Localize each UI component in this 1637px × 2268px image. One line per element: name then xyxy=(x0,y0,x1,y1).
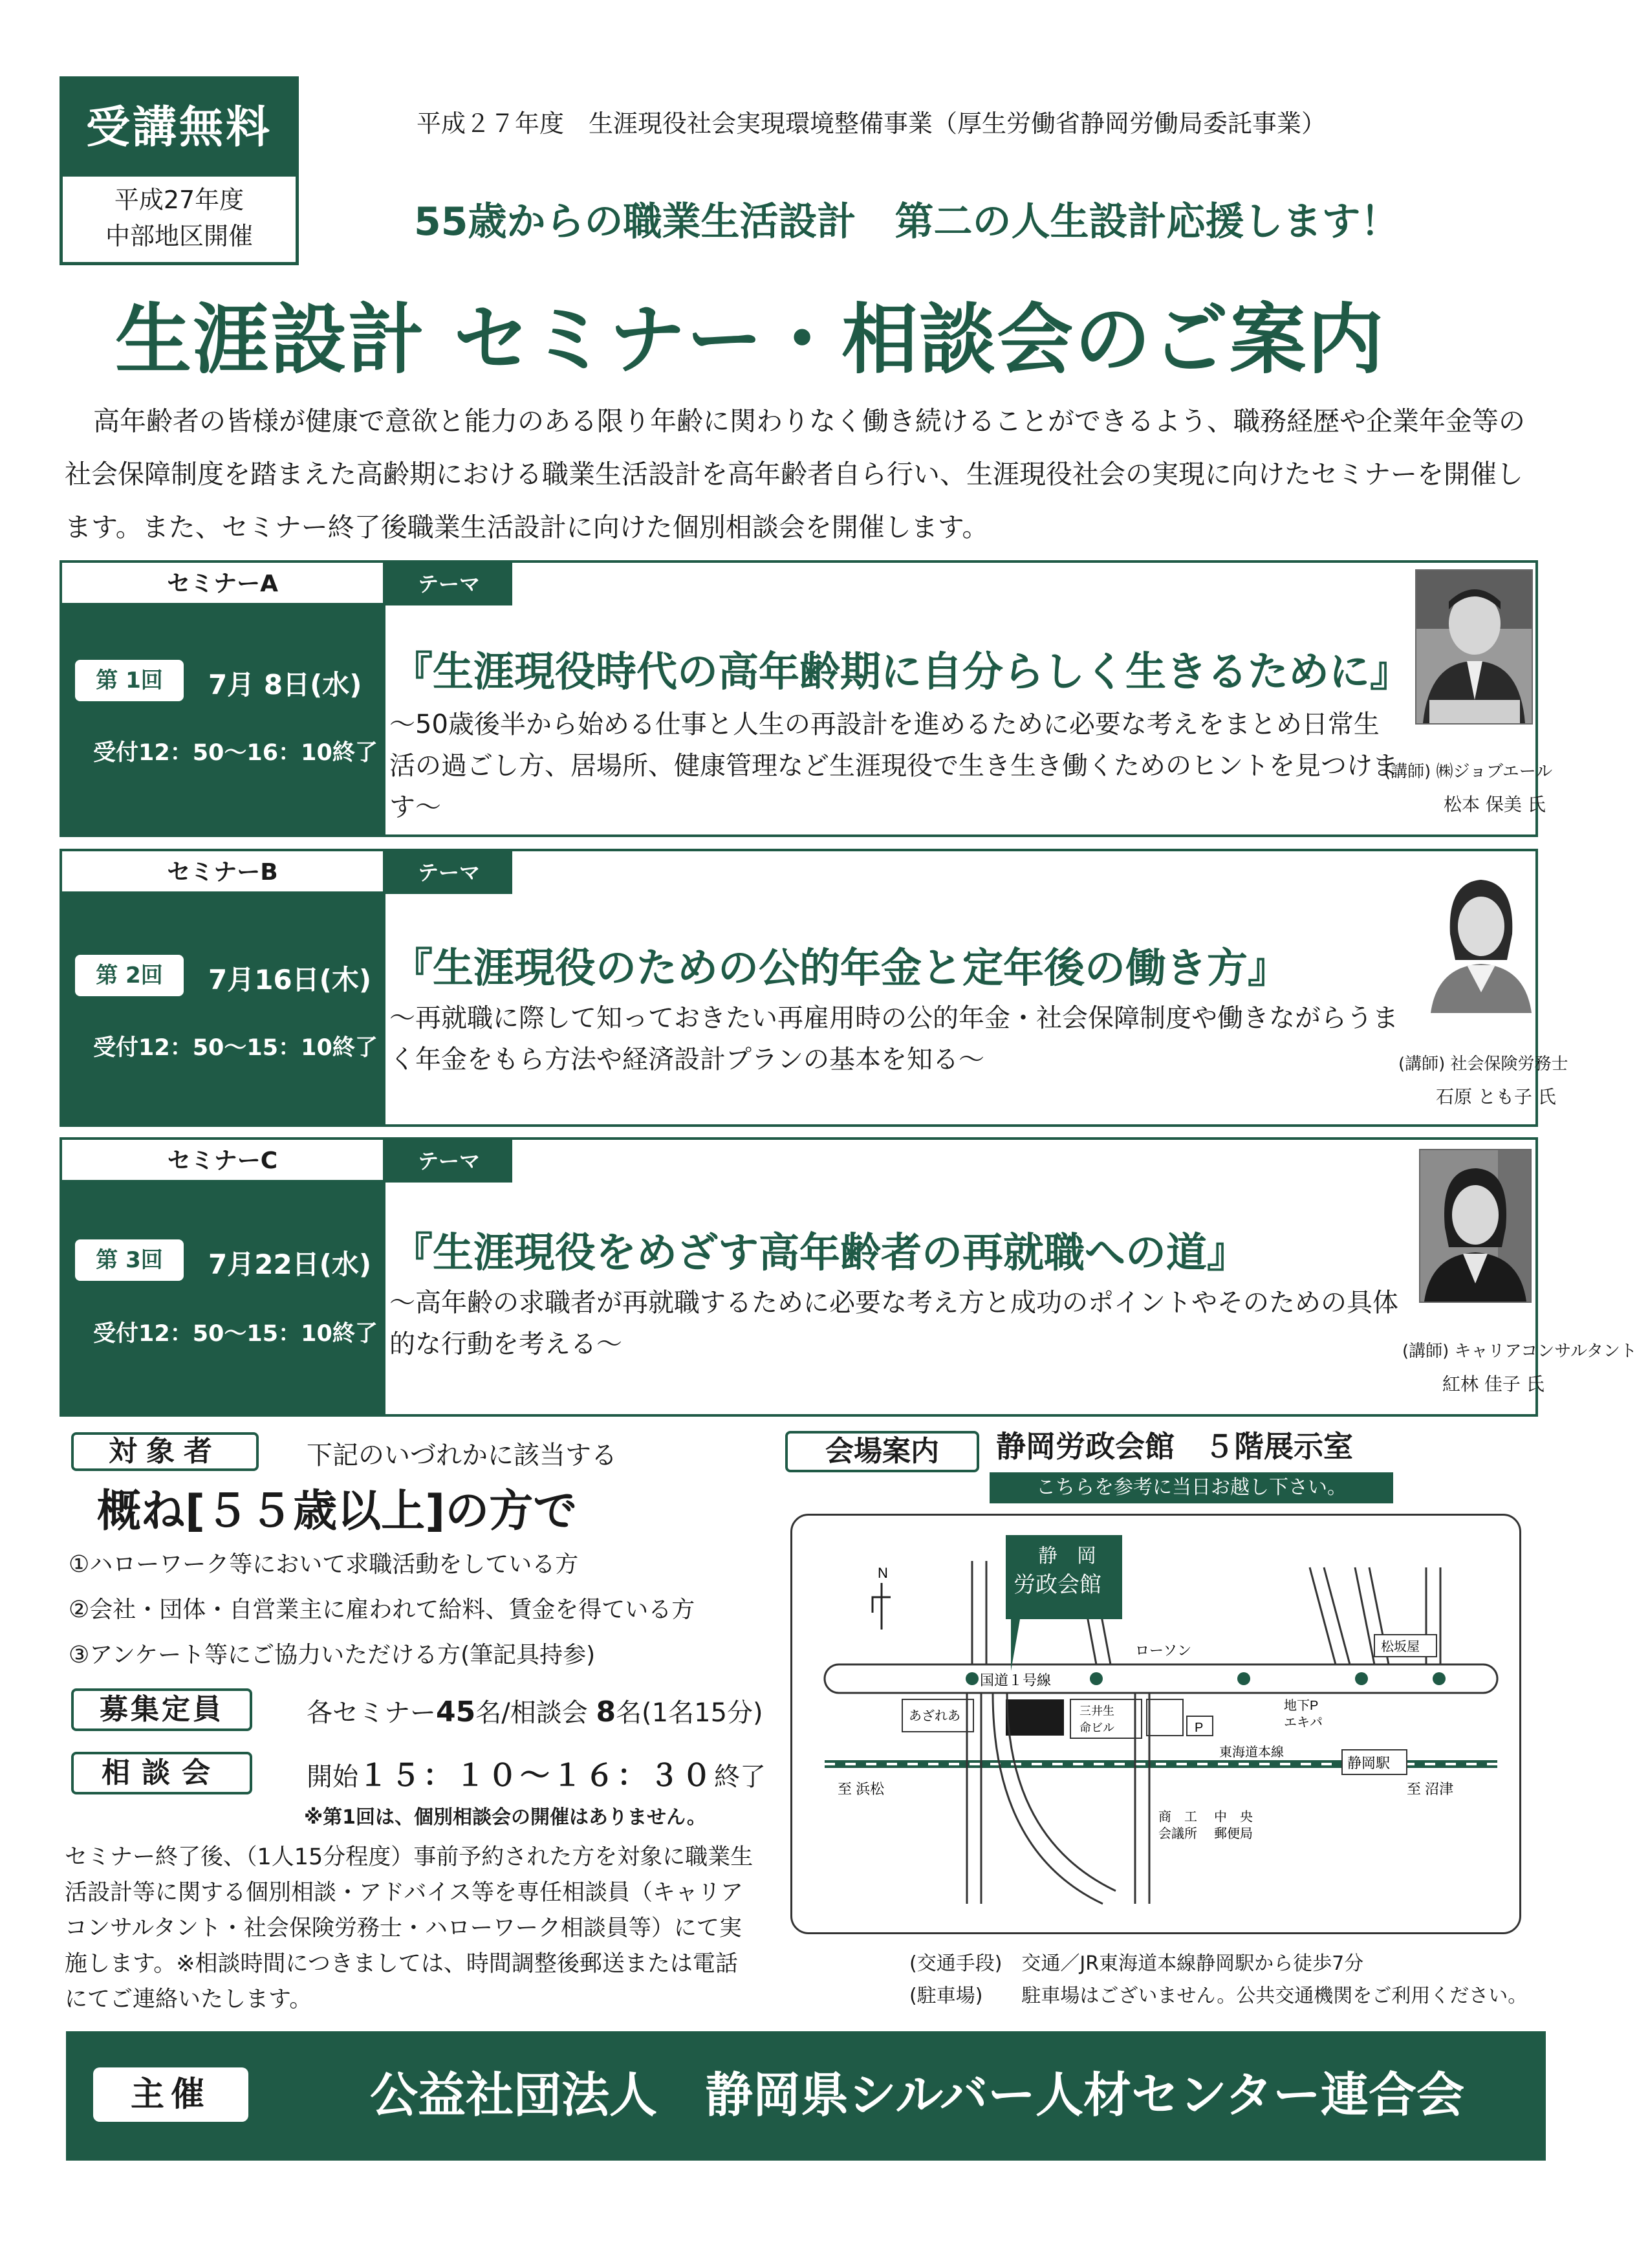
access-text: 交通／JR東海道本線静岡駅から徒歩7分 xyxy=(1021,1952,1364,1975)
seminar-title: 『生涯現役のための公的年金と定年後の働き方』 xyxy=(392,944,1288,992)
consult-time-range: １５：１０〜１６：３０ xyxy=(358,1758,714,1793)
free-badge xyxy=(60,76,299,265)
parking-label: P xyxy=(1195,1721,1204,1735)
chuo-label-1: 中 央 xyxy=(1214,1810,1253,1824)
lecturer-role: (講師) ㈱ジョブエール xyxy=(1384,762,1553,781)
underground-label-1: 地下P xyxy=(1284,1699,1319,1713)
mini-building xyxy=(1147,1699,1183,1736)
shoko-label-2: 会議所 xyxy=(1158,1827,1197,1841)
seminar-schedule xyxy=(62,605,385,834)
venue-note: こちらを参考に当日お越し下さい。 xyxy=(990,1472,1393,1503)
venue-name: 静岡労政会館 ５階展示室 xyxy=(996,1429,1353,1464)
parking-info xyxy=(909,1979,1527,2008)
session-badge: 第 1回 xyxy=(75,660,184,701)
seminar-c xyxy=(60,1137,1637,1417)
target-headline xyxy=(97,1476,577,1539)
reception-time: 受付12：50〜16：10終了 xyxy=(93,740,378,766)
consult-time-pre: 開始 xyxy=(307,1762,358,1792)
session-badge: 第 3回 xyxy=(75,1239,184,1281)
route1-label: 国道１号線 xyxy=(980,1672,1052,1688)
capacity-text-mid: 名/相談会 xyxy=(475,1698,596,1728)
lecturer-photo xyxy=(1415,569,1533,725)
tagline: 55歳からの職業生活設計 第二の人生設計応援します！ xyxy=(414,199,1400,245)
project-line: 平成２７年度 生涯現役社会実現環境整備事業（厚生労働省静岡労働局委託事業） xyxy=(417,109,1327,138)
consult-time xyxy=(307,1752,766,1794)
building-name-2: 労政会館 xyxy=(1014,1573,1101,1597)
lecturer-photo xyxy=(1419,1149,1532,1303)
lecturer-name: 紅林 佳子 氏 xyxy=(1442,1373,1545,1395)
reception-time: 受付12：50〜15：10終了 xyxy=(93,1035,378,1061)
capacity-text xyxy=(307,1692,763,1729)
access-info xyxy=(909,1947,1363,1976)
capacity-text-post: 名(1名15分) xyxy=(616,1698,763,1728)
mitsui-label-1: 三井生 xyxy=(1079,1705,1114,1717)
underground-label-2: エキパ xyxy=(1284,1716,1323,1730)
parking-text: 駐車場はございません。公共交通機関をご利用ください。 xyxy=(1021,1985,1528,2007)
target-note: 下記のいづれかに該当する xyxy=(307,1441,617,1470)
capacity-text-pre: 各セミナー xyxy=(307,1698,436,1728)
building-name-1: 静 岡 xyxy=(1038,1545,1096,1567)
lecturer-name: 石原 とも子 氏 xyxy=(1436,1086,1556,1107)
theme-label: テーマ xyxy=(385,1140,512,1183)
capacity-label: 募集定員 xyxy=(71,1688,252,1731)
badge-region: 中部地区開催 xyxy=(105,222,253,250)
seminar-schedule xyxy=(62,894,385,1124)
lecturer-photo xyxy=(1428,863,1534,1013)
reception-time: 受付12：50〜15：10終了 xyxy=(93,1321,378,1347)
seminar-description: 〜50歳後半から始める仕事と人生の再設計を進めるために必要な考えをまとめ日常生活の過ごし方、居場所、健康管理など生涯現役で生き生き働くためのヒントを見つけます〜 xyxy=(389,710,1398,822)
to-numazu: 至 沼津 xyxy=(1407,1781,1454,1797)
azaleas-label: あざれあ xyxy=(909,1709,960,1723)
badge-title: 受講無料 xyxy=(63,80,296,177)
target-age: ５５歳以上 xyxy=(205,1486,426,1537)
consult-description: セミナー終了後、（1人15分程度）事前予約された方を対象に職業生活設計等に関する個別相談・アドバイス等を専任相談員（キャリアコンサルタント・社会保険労務士・ハローワーク相談員等）にて実施します。※相談時間につきましては、時間調整後郵送または電話にてご連絡いたします。 xyxy=(65,1844,753,2012)
seminar-description: 〜再就職に際して知っておきたい再雇用時の公的年金・社会保障制度や働きながらうまく年金をもら方法や経済設計プランの基本を知る〜 xyxy=(389,1003,1398,1074)
matsuzakaya-label: 松坂屋 xyxy=(1381,1640,1420,1654)
target-item-1: ①ハローワーク等において求職活動をしている方 xyxy=(69,1551,579,1578)
seminar-name: セミナーA xyxy=(62,563,385,605)
organizer-name: 公益社団法人 静岡県シルバー人材センター連合会 xyxy=(370,2067,1465,2123)
map-drawing xyxy=(792,1516,1523,1936)
seminar-name: セミナーB xyxy=(62,851,385,894)
organizer-label: 主催 xyxy=(93,2067,248,2122)
target-label: 対象者 xyxy=(71,1432,259,1471)
session-date: 7月 8日(水) xyxy=(208,669,362,701)
target-item-2: ②会社・団体・自営業主に雇われて給料、賃金を得ている方 xyxy=(69,1597,695,1623)
seminar-name: セミナーC xyxy=(62,1140,385,1183)
badge-year: 平成27年度 xyxy=(114,186,244,214)
session-badge: 第 2回 xyxy=(75,955,184,996)
intro-text: 高年齢者の皆様が健康で意欲と能力のある限り年齢に関わりなく働き続けることができるよう、職務経歴や企業年金等の社会保障制度を踏まえた高齢期における職業生活設計を高年齢者自ら行い、生涯現役社会の実現に向けたセミナーを開催します。また、セミナー終了後職業生活設計に向けた個別相談会を開催します。 xyxy=(65,406,1525,543)
seminar-b xyxy=(60,849,1568,1127)
shoko-label-1: 商 工 xyxy=(1158,1810,1197,1824)
station-label: 静岡駅 xyxy=(1347,1755,1391,1771)
mitsui-label-2: 命ビル xyxy=(1079,1721,1114,1734)
lawson-label: ローソン xyxy=(1135,1642,1192,1659)
north-label: N xyxy=(878,1565,888,1581)
theme-label: テーマ xyxy=(385,563,512,605)
road-1 xyxy=(972,1561,986,1664)
seminar-title: 『生涯現役時代の高年齢期に自分らしく生きるために』 xyxy=(392,648,1411,695)
theme-label: テーマ xyxy=(385,851,512,894)
railway-label: 東海道本線 xyxy=(1219,1745,1284,1760)
organizer-footer xyxy=(66,2031,1546,2161)
target-item-3: ③アンケート等にご協力いただける方(筆記具持参) xyxy=(69,1642,596,1668)
parking-info-label: (駐車場) xyxy=(909,1985,983,2007)
building-site xyxy=(1006,1699,1064,1736)
seminar-schedule xyxy=(62,1183,385,1414)
consult-time-post: 終了 xyxy=(714,1762,766,1792)
building-pointer xyxy=(1011,1619,1020,1671)
consult-note: ※第1回は、個別相談会の開催はありません。 xyxy=(304,1806,706,1829)
capacity-seminar-num: 45 xyxy=(436,1696,476,1728)
chuo-label-2: 郵便局 xyxy=(1214,1827,1253,1841)
target-headline-post: ]の方で xyxy=(425,1486,578,1537)
target-headline-pre: 概ね[ xyxy=(97,1486,206,1537)
venue-map xyxy=(790,1514,1521,1934)
access-label: (交通手段) xyxy=(909,1952,1003,1975)
venue-label: 会場案内 xyxy=(785,1431,979,1472)
to-hamamatsu: 至 浜松 xyxy=(838,1781,885,1797)
consult-label: 相談会 xyxy=(71,1752,252,1794)
page-title: 生涯設計 セミナー・相談会のご案内 xyxy=(115,295,1385,384)
seminar-title: 『生涯現役をめざす高年齢者の再就職への道』 xyxy=(392,1229,1248,1276)
lecturer-name: 松本 保美 氏 xyxy=(1444,794,1546,815)
lecturer-role: (講師) キャリアコンサルタント xyxy=(1402,1342,1637,1361)
seminar-description: 〜高年齢の求職者が再就職するために必要な考え方と成功のポイントやそのための具体的な行動を考える〜 xyxy=(389,1288,1398,1359)
session-date: 7月22日(水) xyxy=(208,1248,372,1280)
road-3 xyxy=(1310,1567,1350,1664)
session-date: 7月16日(木) xyxy=(208,964,372,996)
seminar-a xyxy=(60,560,1553,837)
capacity-consult-num: 8 xyxy=(596,1696,616,1728)
route1-road xyxy=(825,1664,1497,1693)
lecturer-role: (講師) 社会保険労務士 xyxy=(1398,1054,1568,1074)
